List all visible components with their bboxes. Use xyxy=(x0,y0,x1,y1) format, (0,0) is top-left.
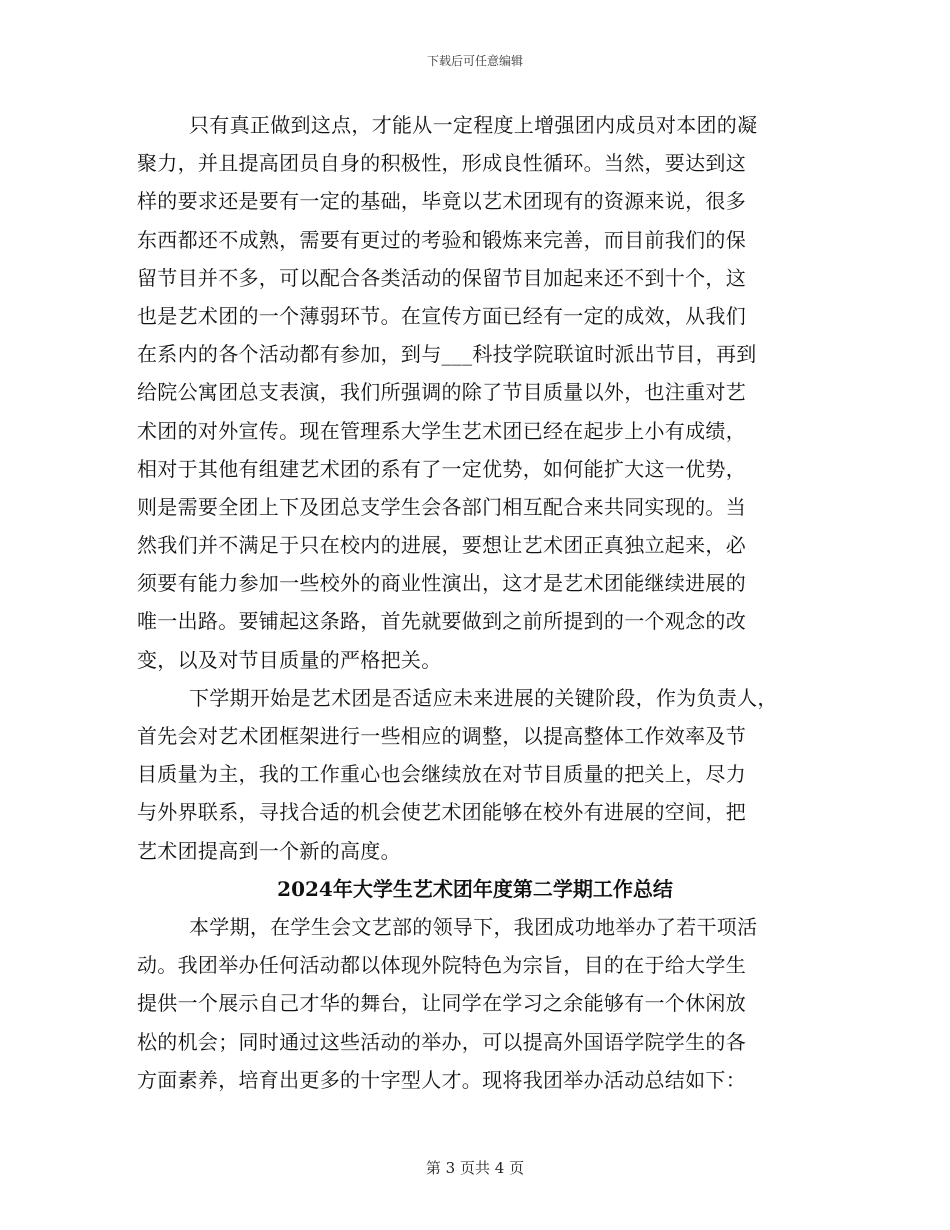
text-line: 在系内的各个活动都有参加，到与___科技学院联谊时派出节目，再到 xyxy=(137,342,757,367)
text-line: 留节目并不多，可以配合各类活动的保留节目加起来还不到十个，这 xyxy=(137,265,746,290)
text-line: 首先会对艺术团框架进行一些相应的调整，以提高整体工作效率及节 xyxy=(137,724,746,748)
text-line: 聚力，并且提高团员自身的积极性，形成良性循环。当然，要达到这 xyxy=(137,151,746,176)
text-line: 松的机会；同时通过这些活动的举办，可以提高外国语学院学生的各 xyxy=(137,1029,746,1054)
text-line: 目质量为主，我的工作重心也会继续放在对节目质量的把关上，尽力 xyxy=(137,762,746,787)
paragraph xyxy=(137,679,813,870)
text-line: 本学期，在学生会文艺部的领导下，我团成功地举办了若干项活 xyxy=(189,914,758,939)
text-line: 艺术团提高到一个新的高度。 xyxy=(137,838,401,863)
text-line: 相对于其他有组建艺术团的系有了一定优势，如何能扩大这一优势， xyxy=(137,456,746,481)
text-line: 变，以及对节目质量的严格把关。 xyxy=(137,647,442,672)
text-line: 然我们并不满足于只在校内的进展，要想让艺术团正真独立起来，必 xyxy=(137,533,746,558)
text-line: 给院公寓团总支表演，我们所强调的除了节目质量以外，也注重对艺 xyxy=(137,380,746,405)
text-line: 术团的对外宣传。现在管理系大学生艺术团已经在起步上小有成绩， xyxy=(137,418,746,443)
section-title: 2024年大学生艺术团年度第二学期工作总结 xyxy=(277,876,673,901)
text-line: 唯一出路。要铺起这条路，首先就要做到之前所提到的一个观念的改 xyxy=(137,609,746,634)
text-line: 方面素养，培育出更多的十字型人才。现将我团举办活动总结如下： xyxy=(137,1067,746,1092)
text-line: 则是需要全团上下及团总支学生会各部门相互配合来共同实现的。当 xyxy=(137,494,746,519)
text-line: 动。我团举办任何活动都以体现外院特色为宗旨，目的在于给大学生 xyxy=(137,953,746,978)
text-line: 与外界联系，寻找合适的机会使艺术团能够在校外有进展的空间，把 xyxy=(137,800,746,825)
paragraph xyxy=(137,908,813,1099)
document-body xyxy=(137,106,813,1099)
text-line: 也是艺术团的一个薄弱环节。在宣传方面已经有一定的成效，从我们 xyxy=(137,303,746,328)
text-line: 须要有能力参加一些校外的商业性演出，这才是艺术团能继续进展的 xyxy=(137,571,746,596)
text-line: 提供一个展示自己才华的舞台，让同学在学习之余能够有一个休闲放 xyxy=(137,991,746,1016)
text-line: 东西都还不成熟，需要有更过的考验和锻炼来完善，而目前我们的保 xyxy=(137,227,746,252)
text-line: 下学期开始是艺术团是否适应未来进展的关键阶段，作为负责人， xyxy=(189,685,778,710)
text-line: 只有真正做到这点，才能从一定程度上增强团内成员对本团的凝 xyxy=(189,113,758,137)
page-footer: 第 3 页共 4 页 xyxy=(425,1159,525,1177)
paragraph xyxy=(137,106,813,679)
page-header: 下载后可任意编辑 xyxy=(426,54,523,68)
text-line: 样的要求还是要有一定的基础，毕竟以艺术团现有的资源来说，很多 xyxy=(137,189,746,214)
